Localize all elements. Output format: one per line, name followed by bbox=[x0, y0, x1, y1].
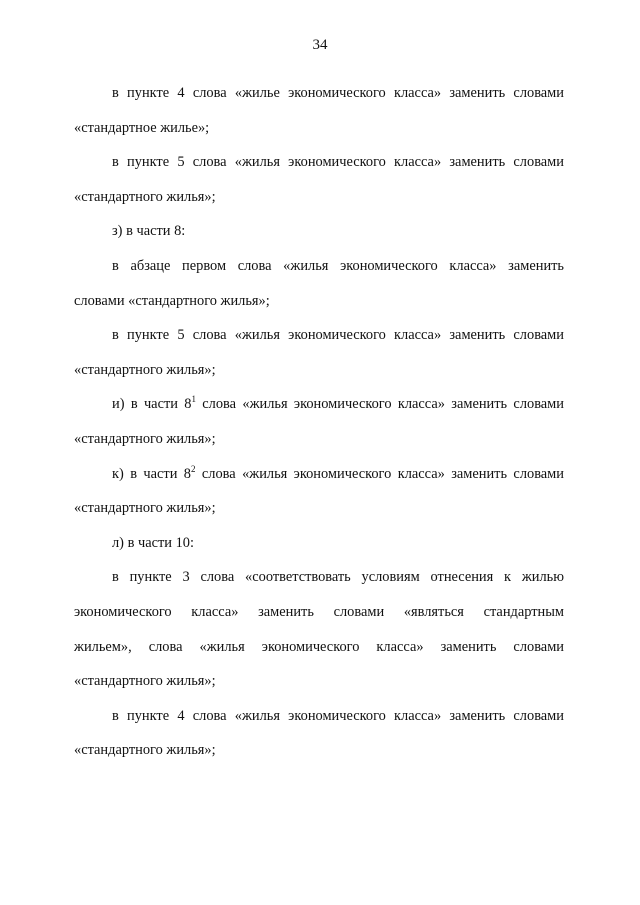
paragraph-line: экономического класса» заменить словами «являться стандартным bbox=[74, 603, 564, 620]
paragraph-line: словами «стандартного жилья»; bbox=[74, 292, 270, 309]
paragraph-p5 bbox=[74, 318, 564, 387]
paragraph-line: в пункте 4 слова «жилья экономического класса» заменить словами bbox=[112, 707, 564, 724]
paragraph-line: в абзаце первом слова «жилья экономического класса» заменить bbox=[112, 257, 564, 274]
paragraph-line: «стандартного жилья»; bbox=[74, 361, 216, 378]
paragraph-line: «стандартное жилье»; bbox=[74, 119, 210, 136]
paragraph-p10 bbox=[74, 699, 564, 768]
paragraph-p9 bbox=[74, 560, 564, 698]
paragraph-p6 bbox=[74, 387, 564, 456]
paragraph-text: слова «жилья экономического класса» заменить словами bbox=[195, 465, 564, 482]
paragraph-p3 bbox=[74, 214, 564, 249]
paragraph-p2 bbox=[74, 145, 564, 214]
paragraph-line: з) в части 8: bbox=[112, 223, 186, 240]
paragraph-line: л) в части 10: bbox=[112, 534, 194, 551]
paragraph-line: «стандартного жилья»; bbox=[74, 188, 216, 205]
document-body bbox=[74, 76, 564, 768]
paragraph-line: в пункте 3 слова «соответствовать условиям отнесения к жилью bbox=[112, 569, 564, 586]
paragraph-line: «стандартного жилья»; bbox=[74, 742, 216, 759]
paragraph-line: «стандартного жилья»; bbox=[74, 500, 216, 517]
paragraph-p4 bbox=[74, 249, 564, 318]
paragraph-line: «стандартного жилья»; bbox=[74, 673, 216, 690]
paragraph-line: в пункте 4 слова «жилье экономического класса» заменить словами bbox=[112, 85, 564, 101]
paragraph-p8 bbox=[74, 526, 564, 561]
paragraph-line: в пункте 5 слова «жилья экономического класса» заменить словами bbox=[112, 327, 564, 344]
paragraph-line bbox=[74, 457, 564, 492]
paragraph-text: слова «жилья экономического класса» заменить словами bbox=[195, 396, 564, 413]
paragraph-p7 bbox=[74, 457, 564, 526]
paragraph-line: жильем», слова «жилья экономического класса» заменить словами bbox=[74, 638, 564, 655]
superscript: 2 bbox=[191, 463, 196, 474]
paragraph-text: к) в части 8 bbox=[112, 465, 191, 482]
paragraph-p1 bbox=[74, 76, 564, 145]
paragraph-text: и) в части 8 bbox=[112, 396, 192, 413]
superscript: 1 bbox=[191, 394, 196, 405]
paragraph-line: в пункте 5 слова «жилья экономического класса» заменить словами bbox=[112, 154, 564, 171]
paragraph-line: «стандартного жилья»; bbox=[74, 430, 216, 447]
page-number: 34 bbox=[312, 37, 328, 53]
paragraph-line bbox=[74, 387, 564, 422]
